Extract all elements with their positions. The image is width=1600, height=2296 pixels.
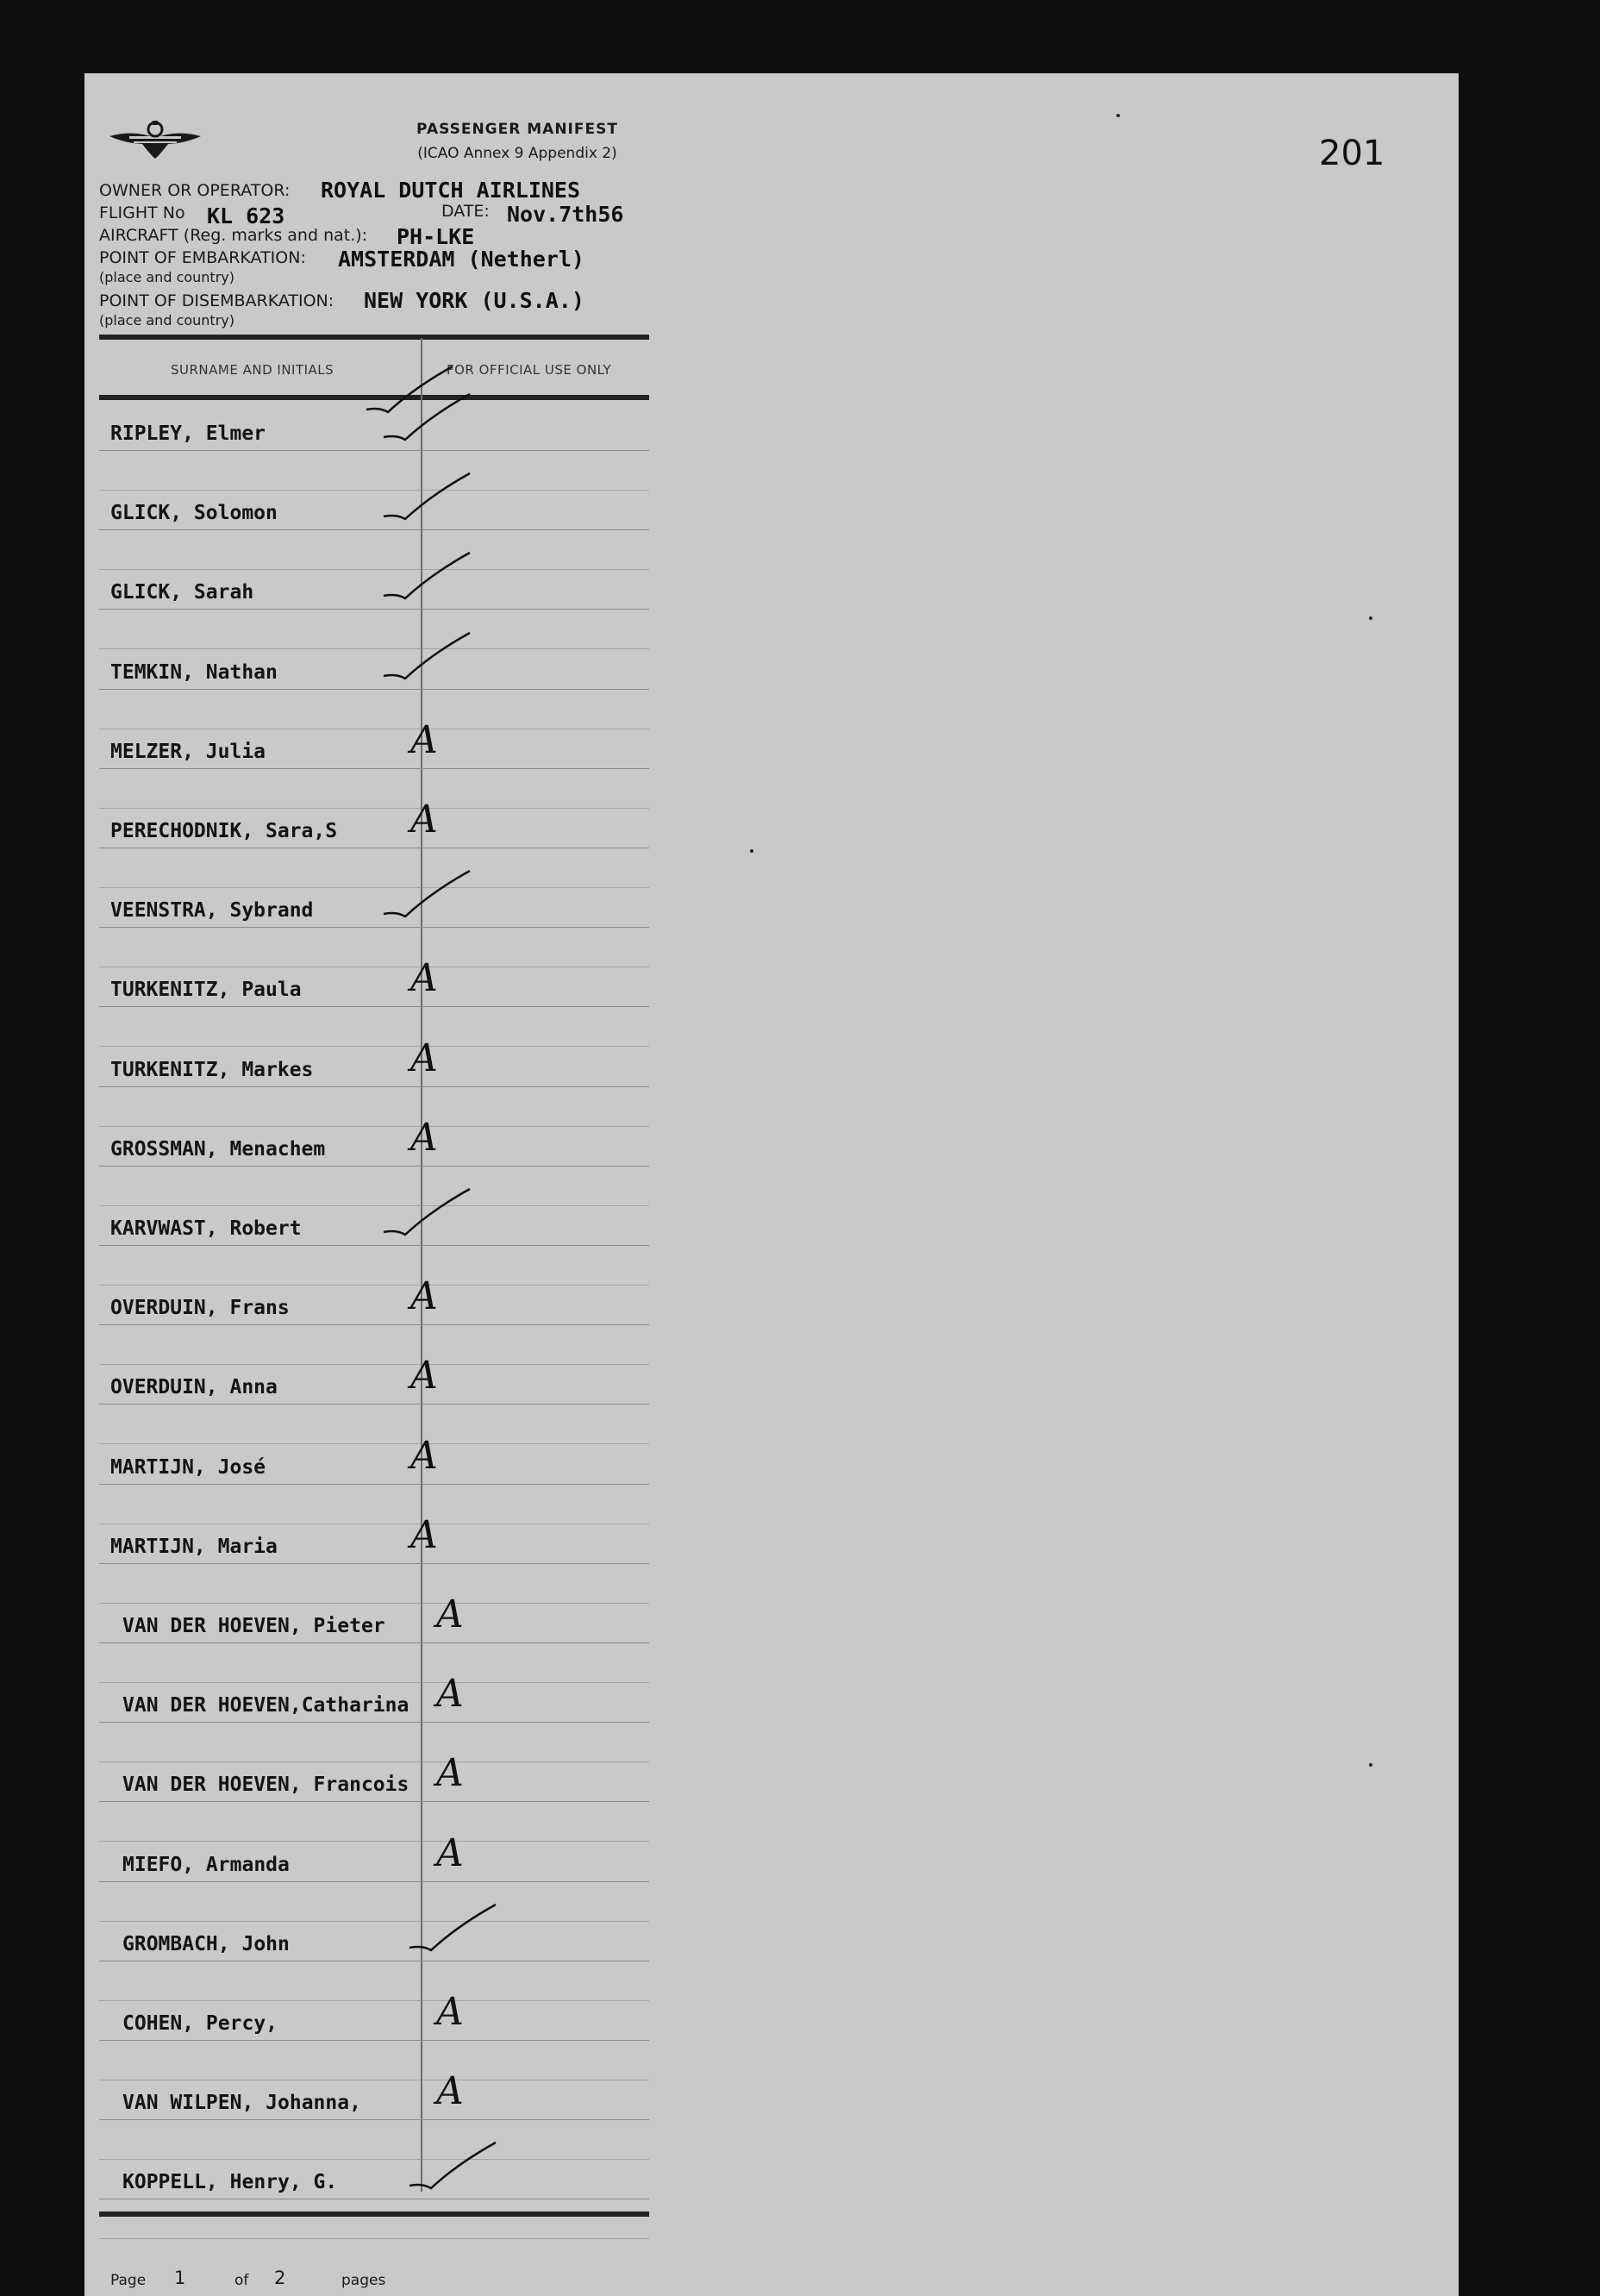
owner-value: ROYAL DUTCH AIRLINES <box>321 178 581 203</box>
row-rule <box>99 609 649 610</box>
admitted-mark-icon: A <box>410 718 438 762</box>
row-rule <box>99 529 649 530</box>
admitted-mark-icon: A <box>410 1116 438 1160</box>
admitted-mark-icon: A <box>436 1672 464 1716</box>
row-rule <box>99 1841 649 1842</box>
row-rule <box>99 927 649 928</box>
row-rule <box>99 1563 649 1564</box>
header-rule-top <box>99 335 649 340</box>
admitted-mark-icon: A <box>410 1354 438 1398</box>
passenger-name: COHEN, Percy, <box>122 2012 278 2035</box>
passenger-name: GROSSMAN, Menachem <box>110 1138 326 1161</box>
row-rule <box>99 689 649 690</box>
checkmark-icon <box>405 2138 500 2199</box>
row-rule <box>99 450 649 451</box>
date-value: Nov.7th56 <box>507 202 624 227</box>
footer-page-value: 1 <box>174 2268 186 2288</box>
checkmark-icon <box>379 629 474 689</box>
admitted-mark-icon: A <box>436 2069 464 2113</box>
passenger-name: OVERDUIN, Anna <box>110 1376 278 1398</box>
row-rule <box>99 1046 649 1047</box>
passenger-name: OVERDUIN, Frans <box>110 1297 290 1319</box>
checkmark-icon <box>405 1900 500 1961</box>
row-rule <box>99 2000 649 2001</box>
row-rule <box>99 1285 649 1286</box>
row-rule <box>99 569 649 570</box>
passenger-name: RIPLEY, Elmer <box>110 422 266 445</box>
passenger-name: MIEFO, Armanda <box>122 1854 290 1876</box>
row-rule <box>99 1324 649 1325</box>
passenger-name: KOPPELL, Henry, G. <box>122 2171 338 2193</box>
admitted-mark-icon: A <box>436 1751 464 1795</box>
passenger-name: GROMBACH, John <box>122 1933 290 1955</box>
scan-speck <box>1369 1763 1372 1767</box>
row-rule <box>99 1642 649 1643</box>
scan-speck <box>1116 114 1120 117</box>
passenger-name: VAN WILPEN, Johanna, <box>122 2092 361 2114</box>
passenger-name: PERECHODNIK, Sara,S <box>110 820 338 842</box>
klm-crown-logo-icon <box>108 121 203 164</box>
footer-pages-label: pages <box>341 2272 386 2289</box>
row-rule <box>99 1682 649 1683</box>
row-rule <box>99 1006 649 1007</box>
checkmark-icon <box>379 469 474 529</box>
footer-rule <box>99 2212 649 2217</box>
passenger-name: KARVWAST, Robert <box>110 1217 302 1240</box>
row-rule <box>99 1921 649 1922</box>
checkmark-icon <box>379 866 474 927</box>
passenger-name: VAN DER HOEVEN, Pieter <box>122 1615 385 1637</box>
row-rule <box>99 808 649 809</box>
checkmark-icon <box>379 390 474 450</box>
passenger-name: VAN DER HOEVEN, Francois <box>122 1774 409 1796</box>
embarkation-label: POINT OF EMBARKATION: <box>99 248 306 267</box>
passenger-name: GLICK, Solomon <box>110 502 278 524</box>
passenger-name: TURKENITZ, Paula <box>110 979 302 1001</box>
scan-speck <box>1369 616 1372 620</box>
row-rule <box>99 1881 649 1882</box>
manifest-subtitle: (ICAO Annex 9 Appendix 2) <box>417 145 617 162</box>
row-rule <box>99 1364 649 1365</box>
embarkation-sublabel: (place and country) <box>99 269 234 285</box>
admitted-mark-icon: A <box>436 1831 464 1875</box>
page-number: 201 <box>1319 134 1385 173</box>
row-rule <box>99 1484 649 1485</box>
aircraft-value: PH-LKE <box>397 224 475 249</box>
passenger-name: MARTIJN, José <box>110 1456 266 1479</box>
row-rule <box>99 887 649 888</box>
column-header-surname: SURNAME AND INITIALS <box>171 362 334 378</box>
row-rule <box>99 1523 649 1524</box>
row-rule <box>99 1404 649 1405</box>
admitted-mark-icon: A <box>436 1592 464 1636</box>
date-label: DATE: <box>441 202 490 221</box>
row-rule <box>99 1245 649 1246</box>
checkmark-icon <box>379 1185 474 1245</box>
row-rule <box>99 2238 649 2239</box>
footer-of-value: 2 <box>274 2268 286 2288</box>
row-rule <box>99 1801 649 1802</box>
row-rule <box>99 1086 649 1087</box>
passenger-name: TEMKIN, Nathan <box>110 661 278 684</box>
manifest-title: PASSENGER MANIFEST <box>416 121 618 138</box>
row-rule <box>99 1126 649 1127</box>
passenger-name: MELZER, Julia <box>110 741 266 763</box>
passenger-name: VEENSTRA, Sybrand <box>110 899 314 922</box>
owner-label: OWNER OR OPERATOR: <box>99 181 291 200</box>
admitted-mark-icon: A <box>410 1274 438 1318</box>
embarkation-value: AMSTERDAM (Netherl) <box>338 247 584 272</box>
row-rule <box>99 1761 649 1762</box>
admitted-mark-icon: A <box>410 1434 438 1478</box>
footer-page-label: Page <box>110 2272 147 2289</box>
row-rule <box>99 1603 649 1604</box>
disembarkation-sublabel: (place and country) <box>99 312 234 328</box>
column-header-official: FOR OFFICIAL USE ONLY <box>447 362 612 378</box>
admitted-mark-icon: A <box>410 1036 438 1080</box>
admitted-mark-icon: A <box>410 798 438 841</box>
disembarkation-value: NEW YORK (U.S.A.) <box>364 288 584 313</box>
row-rule <box>99 490 649 491</box>
admitted-mark-icon: A <box>436 1990 464 2034</box>
aircraft-label: AIRCRAFT (Reg. marks and nat.): <box>99 226 368 245</box>
row-rule <box>99 1722 649 1723</box>
row-rule <box>99 1205 649 1206</box>
checkmark-icon <box>379 548 474 609</box>
manifest-sheet <box>84 73 1459 2296</box>
disembarkation-label: POINT OF DISEMBARKATION: <box>99 291 334 310</box>
row-rule <box>99 2159 649 2160</box>
row-rule <box>99 768 649 769</box>
row-rule <box>99 2119 649 2120</box>
admitted-mark-icon: A <box>410 956 438 1000</box>
scan-speck <box>750 849 753 853</box>
passenger-name: TURKENITZ, Markes <box>110 1059 314 1081</box>
passenger-name: GLICK, Sarah <box>110 581 254 604</box>
passenger-name: VAN DER HOEVEN,Catharina <box>122 1694 409 1717</box>
footer-of-label: of <box>234 2272 249 2289</box>
flight-label: FLIGHT No <box>99 203 185 222</box>
row-rule <box>99 1166 649 1167</box>
row-rule <box>99 2040 649 2041</box>
passenger-name: MARTIJN, Maria <box>110 1536 278 1558</box>
row-rule <box>99 1443 649 1444</box>
row-rule <box>99 648 649 649</box>
flight-value: KL 623 <box>207 203 285 228</box>
admitted-mark-icon: A <box>410 1513 438 1557</box>
